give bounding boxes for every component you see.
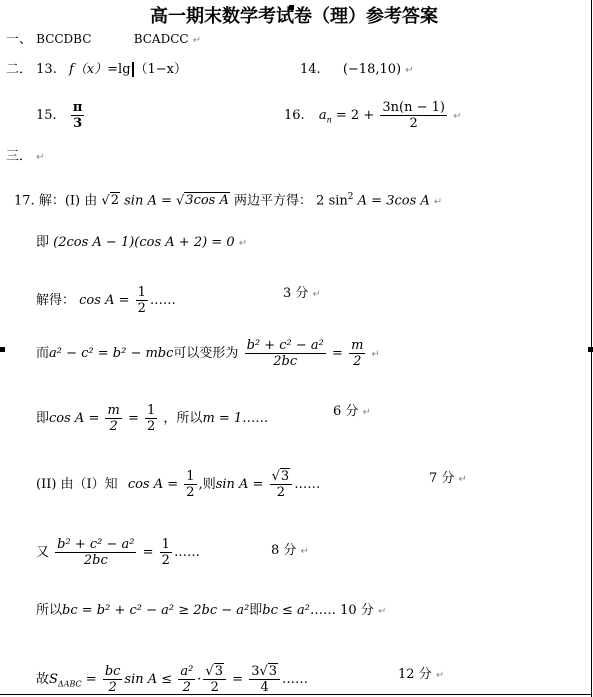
q17-line7-rfraction-den: 2 — [161, 553, 170, 568]
q17-line3-prefix: 解得： — [36, 293, 76, 308]
q17-line9-dot: · — [197, 672, 202, 687]
text-cursor — [132, 62, 134, 77]
q17-sqrt3cosA: 3cos A — [185, 193, 229, 209]
q17-line9-eq2: = — [232, 672, 244, 687]
q17-line9-eq: = — [85, 672, 97, 687]
q17-line8-dots: …… — [309, 603, 336, 618]
q17-line8-text: 即 — [249, 603, 263, 618]
q13-lhs: f（x）= — [68, 62, 119, 77]
q17-line7-score: 8 分 — [271, 543, 297, 558]
q17-line3-math: cos A = — [79, 293, 130, 308]
q17-line-6 — [36, 469, 320, 500]
q15-line — [36, 100, 86, 131]
resize-handle-left[interactable] — [0, 347, 5, 352]
q17-line8-math2: bc ≤ a² — [262, 603, 310, 618]
q17-line-1: 17. 解：(I) 由 √2 sin A = √3cos A 两边平方得： 2 $\sin^2 A = 3\cos$ A ↵ — [14, 192, 443, 209]
q17-line9-fraction4-coef: 3 — [251, 664, 260, 679]
q14-answer: (−18,10) — [342, 62, 402, 77]
q17-line9-fraction4: $\frac{3√3}{4}$ — [249, 664, 280, 695]
paragraph-mark: ↵ — [458, 474, 467, 485]
q17-line9-fraction2-den: 2 — [182, 680, 191, 695]
q17-line-4 — [36, 338, 380, 369]
q17-line3-score: 3 分 — [283, 286, 309, 301]
q17-line6-math: cos A = — [127, 477, 179, 492]
resize-handle-right[interactable] — [588, 347, 593, 352]
q17-line7-fraction — [55, 537, 136, 568]
q17-line5-math: cos A = — [49, 411, 100, 426]
q17-line4-fraction-den: 2bc — [273, 354, 298, 369]
q17-line7-fraction-num: b² + c² − a² — [57, 537, 135, 552]
q17-line7-score-wrap — [271, 543, 309, 560]
q17-line5-score: 6 分 — [333, 404, 359, 419]
paragraph-mark: ↵ — [300, 546, 309, 557]
q17-line-5 — [36, 403, 268, 434]
q17-line6-fraction2-num: 3 — [280, 469, 290, 484]
choice-group-1: BCCDBC — [36, 32, 92, 46]
q16-number: 16. — [284, 108, 305, 123]
section-one-label: 一、 — [6, 32, 33, 47]
q17-line4-rfraction-den: 2 — [353, 354, 362, 369]
q17-line9-mid: sin A ≤ — [124, 672, 173, 687]
q17-line5-fraction1-den: 2 — [109, 419, 118, 434]
q17-line4-fraction — [245, 338, 326, 369]
q17-line2-prefix: 即 — [36, 235, 50, 250]
q17-line6-score-wrap — [429, 471, 467, 488]
q17-line-7 — [36, 537, 200, 568]
section-three-line — [6, 149, 45, 166]
q17-line-9 — [36, 664, 308, 695]
paragraph-mark: ↵ — [192, 35, 202, 46]
q16-fraction — [380, 100, 447, 131]
q17-line4-text: 可以变形为 — [173, 346, 239, 361]
paragraph-mark: ↵ — [435, 670, 445, 681]
q14-line — [300, 62, 414, 79]
q13-lg: lg — [118, 62, 131, 77]
q17-line7-fraction-den: 2bc — [83, 553, 108, 568]
q15-fraction-den: 3 — [73, 116, 83, 131]
q17-line9-fraction3-den: 2 — [210, 680, 219, 695]
q17-label: 17. — [14, 193, 35, 209]
q17-line6-fraction2-den: 2 — [276, 485, 286, 500]
q16-fraction-num: 3n(n − 1) — [382, 100, 445, 115]
paragraph-mark: ↵ — [433, 196, 443, 208]
q17-line8-prefix: 所以 — [36, 603, 63, 618]
q17-sqrt2: 2 — [110, 193, 119, 209]
q17-line6-prefix: (II) 由（I）知 — [36, 477, 118, 492]
q17-line5-fraction1 — [105, 403, 121, 434]
q17-line5-text: ，所以 — [163, 411, 203, 426]
q17-line9-sub: ΔABC — [57, 679, 82, 689]
section-three-label: 三． — [6, 149, 33, 164]
q17-line1-text: 两边平方得： — [234, 193, 313, 209]
q13-number: 13. — [36, 62, 57, 77]
paragraph-mark: ↵ — [377, 606, 387, 617]
choice-group-2: BCADCC — [133, 32, 189, 46]
q17-line9-S: S — [49, 672, 58, 687]
q17-line3-fraction-num: 1 — [137, 285, 146, 300]
q17-line9-fraction1-den: 2 — [108, 680, 117, 695]
q17-line3-fraction — [136, 285, 148, 316]
q17-line-8 — [36, 603, 386, 620]
q17-line1-math-d: 2 sin — [316, 193, 348, 209]
paragraph-mark: ↵ — [453, 111, 462, 122]
q17-line7-rfraction — [160, 537, 172, 568]
q17-line-2 — [36, 235, 247, 252]
q17-line-3 — [36, 285, 176, 316]
q17-line5-fraction2-num: 1 — [147, 403, 156, 418]
paragraph-mark: ↵ — [238, 238, 248, 249]
q17-line4-rfraction — [349, 338, 365, 369]
q15-fraction-num: π — [72, 100, 83, 115]
q17-line1-prefix: 解：(I) 由 — [38, 193, 98, 209]
q17-line4-math: a² − c² = b² − mbc — [49, 346, 174, 361]
q17-line6-math2: sin A = — [215, 477, 264, 492]
q17-line9-score: 12 分 — [398, 667, 432, 682]
q17-line7-dots: …… — [173, 545, 200, 560]
q16-lhs: a — [318, 108, 327, 123]
q17-line6-fraction2: $\frac{√3}{2}$ — [270, 469, 293, 500]
q17-line6-text: ,则 — [198, 477, 216, 492]
q16-equals: = 2 + — [335, 108, 375, 123]
q17-line5-fraction2-den: 2 — [147, 419, 156, 434]
q17-sinA: sin A = — [124, 193, 172, 209]
q17-line7-eq: = — [142, 545, 154, 560]
q17-line5-prefix: 即 — [36, 411, 50, 426]
q17-line3-score-wrap — [283, 286, 321, 303]
page-title: 高一期末数学考试卷（理）参考答案 — [150, 6, 438, 27]
q17-line2-math: (2cos A − 1)(cos A + 2) = 0 — [53, 235, 235, 250]
q17-line6-fraction — [184, 469, 196, 500]
q17-line9-fraction1-num: bc — [104, 664, 121, 679]
q16-fraction-den: 2 — [409, 116, 418, 131]
q17-line9-prefix: 故 — [36, 672, 50, 687]
q15-fraction — [71, 100, 85, 131]
q17-line3-dots: …… — [149, 293, 176, 308]
q14-number: 14. — [300, 62, 321, 77]
section-two-label: 二． — [6, 62, 33, 77]
section-one-line — [6, 31, 201, 49]
q17-line3-fraction-den: 2 — [137, 301, 146, 316]
q17-line5-score-wrap — [333, 404, 371, 421]
q17-line9-dots: …… — [282, 672, 309, 687]
q16-subscript: n — [326, 115, 332, 125]
q15-number: 15. — [36, 108, 57, 123]
q17-line9-fraction4-root: 3 — [268, 664, 278, 679]
q17-line9-fraction2 — [178, 664, 195, 695]
q17-line4-rfraction-num: m — [351, 338, 364, 353]
q17-line5-dots: …… — [242, 411, 269, 426]
q17-line8-score: 10 分 — [340, 603, 374, 618]
paragraph-mark: ↵ — [312, 289, 321, 300]
paragraph-mark: ↵ — [405, 65, 414, 76]
q17-line6-fraction-num: 1 — [186, 469, 195, 484]
q17-line9-fraction3-num: 3 — [214, 664, 223, 679]
q17-line8-math: bc = b² + c² − a² ≥ 2bc − a² — [62, 603, 250, 618]
q13-rhs: （1−x） — [134, 62, 188, 77]
q17-line7-rfraction-num: 1 — [161, 537, 170, 552]
fill-row-1 — [6, 62, 187, 78]
q17-line9-fraction4-den: 4 — [260, 680, 269, 695]
paragraph-mark: ↵ — [362, 407, 371, 418]
q17-line1-math-e: A = 3cos A — [357, 193, 430, 209]
q17-line6-dots: …… — [294, 477, 321, 492]
q17-line5-fraction1-num: m — [107, 403, 120, 418]
q17-line5-eq: = — [127, 411, 139, 426]
q17-line9-fraction1 — [103, 664, 123, 695]
q17-line6-fraction-den: 2 — [186, 485, 195, 500]
q17-line7-prefix: 又 — [36, 545, 50, 560]
q17-line9-score-wrap — [398, 667, 444, 684]
q17-line4-prefix: 而 — [36, 346, 50, 361]
paragraph-mark: ↵ — [36, 152, 45, 163]
paragraph-mark: ↵ — [371, 349, 380, 360]
q17-line5-fraction2 — [145, 403, 157, 434]
q17-line4-fraction-num: b² + c² − a² — [246, 338, 324, 353]
q17-line4-eq: = — [332, 346, 343, 361]
q17-line5-math2: m = 1 — [202, 411, 243, 426]
q17-line6-score: 7 分 — [429, 471, 455, 486]
q17-line9-fraction3: $\frac{√3}{2}$ — [203, 664, 226, 695]
q17-line9-fraction2-num: a² — [180, 664, 194, 679]
q16-line — [284, 100, 461, 131]
